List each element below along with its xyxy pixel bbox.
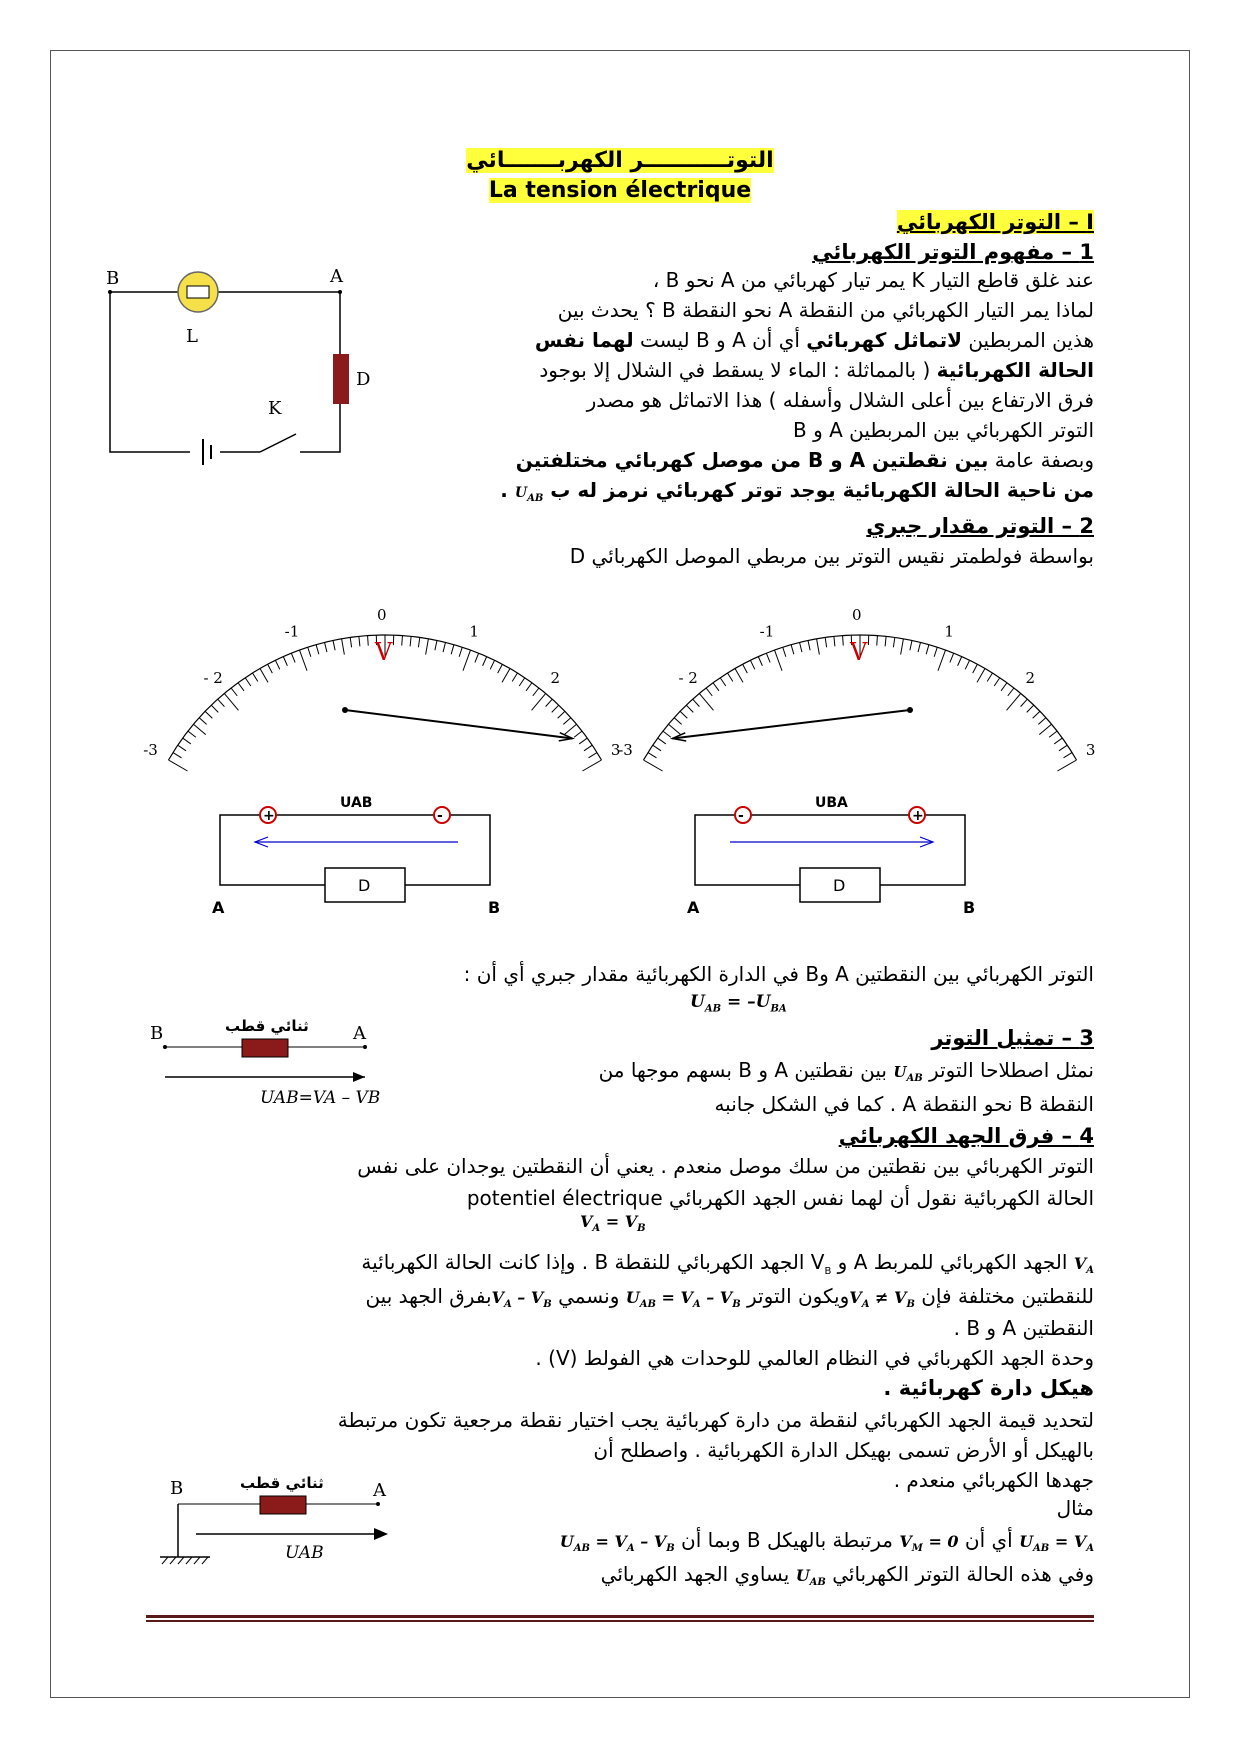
paragraph-line: لتحديد قيمة الجهد الكهربائي لنقطة من دارة كهربائية يجب اختيار نقطة مرجعية تكون مرتبطة — [337, 1408, 1094, 1432]
paragraph-line: من ناحية الحالة الكهربائية يوجد توتر كهربائي نرمز له ب $U_{AB}$ . — [500, 478, 1094, 504]
meter-tick — [463, 650, 471, 671]
meter-tick — [552, 705, 559, 712]
meter-unit-label: V — [375, 638, 393, 666]
paragraph-line: $U_{AB} = V_A$ أي أن $V_M = 0$ مرتبطة بالهيكل B وبما أن $U_{AB} = V_A - V_B$ — [559, 1528, 1094, 1555]
meter-tick — [1021, 699, 1028, 706]
tension-label: UBA — [815, 795, 848, 811]
meter-tick — [359, 636, 360, 646]
meter-tick — [1059, 745, 1067, 751]
meter-tick — [938, 650, 946, 671]
meter-tick — [758, 657, 762, 666]
paragraph-line: وحدة الجهد الكهربائي في النظام العالمي للوحدات هي الفولط (V) . — [535, 1346, 1094, 1370]
meter-tick — [653, 745, 661, 751]
meter-tick — [205, 711, 212, 718]
resistor-icon — [242, 1039, 288, 1057]
svg-text:UAB: UAB — [285, 1543, 324, 1563]
paragraph-line: لماذا يمر التيار الكهربائي من النقطة A نحو النقطة B ؟ يحدث بين — [557, 298, 1094, 322]
meter-tick-label: -3 — [618, 741, 633, 759]
meter-tick — [686, 705, 693, 712]
meter-tick — [218, 699, 225, 706]
meter-tick — [490, 660, 494, 669]
meter-tick — [877, 636, 878, 646]
meter-tick — [558, 711, 565, 718]
meter-tick — [643, 760, 662, 771]
meter-tick — [342, 639, 345, 655]
meter-tick — [973, 664, 978, 673]
meter-tick — [299, 650, 307, 671]
meter-tick-label: -1 — [284, 622, 300, 641]
resistor-icon — [260, 1496, 306, 1514]
meter-tick-label: - 2 — [678, 669, 698, 688]
subsection-3-heading: 3 – تمثيل التوتر — [931, 1026, 1094, 1050]
meter-tick — [926, 645, 929, 655]
meter-needle — [345, 710, 573, 738]
svg-text:A: A — [353, 1023, 366, 1044]
meter-tick — [658, 738, 666, 744]
meter-tick — [774, 650, 782, 671]
meter-tick — [1057, 760, 1076, 771]
meter-tick — [582, 760, 601, 771]
meter-needle-pivot — [342, 707, 348, 713]
svg-text:A: A — [373, 1480, 386, 1501]
meter-tick — [934, 647, 937, 657]
meter-tick — [680, 711, 687, 718]
label-B: B — [106, 268, 120, 289]
meter-tick — [459, 647, 462, 657]
svg-text:B: B — [150, 1023, 164, 1044]
dipole-diagram-2 — [150, 1462, 400, 1582]
meter-tick — [901, 639, 904, 655]
section-1-heading: I – التوتر الكهربائي — [896, 210, 1094, 234]
voltmeter-2 — [618, 585, 1096, 925]
meter-tick-label: 0 — [852, 606, 862, 624]
meter-tick — [283, 657, 287, 666]
meter-tick — [368, 636, 369, 646]
meter-needle — [672, 710, 910, 738]
subsection-2-heading: 2 – التوتر مقدار جبري — [866, 514, 1094, 538]
meter-tick — [1027, 705, 1034, 712]
circuit-diagram — [100, 262, 400, 462]
meter-tick — [316, 645, 319, 655]
meter-tick — [260, 668, 268, 682]
meter-tick — [817, 639, 820, 655]
meter-tick — [808, 640, 810, 650]
meter-tick — [564, 724, 576, 734]
paragraph-line: هذين المربطين لاتماثل كهربائي أي أن A و B ليست لهما نفس — [534, 328, 1094, 352]
meter-tick — [475, 653, 479, 662]
meter-tick — [825, 637, 826, 647]
meter-tick — [720, 678, 726, 686]
paragraph-line: عند غلق قاطع التيار K يمر تيار كهربائي من A نحو B ، — [652, 268, 1094, 292]
meter-tick — [268, 664, 273, 673]
terminal-sign: - — [437, 808, 443, 824]
title-arabic: التوتـــــــــــر الكهربـــــــائي — [466, 148, 774, 173]
meter-tick — [402, 636, 403, 646]
meter-tick — [193, 724, 205, 734]
meter-tick — [211, 705, 218, 712]
meter-tick — [706, 688, 712, 696]
paragraph-line: الحالة الكهربائية ( بالمماثلة : الماء لا يسقط في الشلال إلا بوجود — [539, 358, 1094, 382]
meter-tick-label: -1 — [759, 622, 775, 641]
terminal-sign: + — [263, 808, 275, 824]
meter-tick — [253, 673, 258, 681]
meter-tick-label: 1 — [944, 622, 954, 641]
meter-tick — [663, 731, 671, 737]
meter-tick — [783, 647, 786, 657]
meter-tick — [750, 660, 754, 669]
equation-uab-uba: $U_{AB} = -U_{BA}$ — [690, 992, 787, 1015]
meter-tick — [546, 699, 553, 706]
meter-tick — [1007, 693, 1021, 710]
meter-tick — [443, 642, 445, 652]
meter-tick — [589, 753, 597, 758]
meter-tick-label: -3 — [143, 741, 158, 759]
meter-tick — [843, 636, 844, 646]
voltmeter-1 — [143, 585, 621, 925]
meter-tick — [584, 745, 592, 751]
paragraph-line: $V_A$ الجهد الكهربائي للمربط A و $V_B$ الجهد الكهربائي للنقطة B . وإذا كانت الحالة الكهربائية — [361, 1250, 1094, 1277]
footer-rule — [146, 1620, 1094, 1622]
meter-tick — [325, 642, 327, 652]
meter-tick — [188, 731, 196, 737]
label-D: D — [356, 369, 371, 390]
meter-tick — [965, 660, 969, 669]
meter-tick — [699, 693, 713, 710]
meter-tick — [199, 718, 206, 725]
title-french: La tension électrique — [488, 178, 752, 203]
meter-tick — [766, 653, 770, 662]
paragraph-line: التوتر الكهربائي بين نقطتين من سلك موصل منعدم . يعني أن النقطتين يوجدان على نفس — [357, 1154, 1094, 1178]
meter-tick — [977, 668, 985, 682]
meter-tick-label: 2 — [1025, 669, 1036, 688]
meter-unit-label: V — [850, 638, 868, 666]
meter-tick — [713, 683, 719, 691]
subsection-1-heading: 1 – مفهوم التوتر الكهربائي — [812, 240, 1094, 264]
paragraph-line: التوتر الكهربائي بين النقطتين A وB في الدارة الكهربائية مقدار جبري أي أن : — [463, 962, 1094, 986]
meter-tick — [502, 668, 510, 682]
meter-tick — [333, 640, 335, 650]
meter-tick — [910, 640, 912, 650]
svg-text:UAB=VA – VB: UAB=VA – VB — [260, 1088, 381, 1108]
paragraph-line: نمثل اصطلاحا التوتر $U_{AB}$ بين نقطتين A و B بسهم موجها من — [598, 1058, 1094, 1084]
label-A: A — [330, 266, 343, 287]
meter-tick — [533, 688, 539, 696]
meter-tick — [498, 664, 503, 673]
meter-tick — [238, 683, 244, 691]
conductor-D-label: D — [833, 876, 846, 895]
meter-tick-label: 2 — [550, 669, 561, 688]
meter-tick — [224, 693, 238, 710]
meter-tick — [451, 645, 454, 655]
meter-tick — [987, 673, 992, 681]
point-B-label: B — [963, 898, 976, 917]
meter-tick — [648, 753, 656, 758]
meter-tick — [668, 724, 680, 734]
meter-tick — [1033, 711, 1040, 718]
meter-tick — [950, 653, 954, 662]
meter-tick — [1008, 688, 1014, 696]
meter-tick — [735, 668, 743, 682]
subsection-4-heading: 4 – فرق الجهد الكهربائي — [838, 1124, 1094, 1148]
meter-tick — [834, 636, 835, 646]
meter-tick — [519, 678, 525, 686]
label-L: L — [186, 326, 198, 347]
terminal-sign: - — [738, 808, 744, 824]
label-K: K — [268, 398, 282, 419]
paragraph-line: الحالة الكهربائية نقول أن لهما نفس الجهد الكهربائي potentiel électrique — [466, 1186, 1094, 1210]
meter-tick — [1064, 753, 1072, 758]
meter-tick — [563, 718, 570, 725]
meter-tick-label: 3 — [1085, 741, 1096, 759]
paragraph-line: النقطة B نحو النقطة A . كما في الشكل جانبه — [714, 1092, 1094, 1116]
meter-tick — [1054, 738, 1062, 744]
meter-tick-label: 3 — [610, 741, 621, 759]
paragraph-line: بواسطة فولطمتر نقيس التوتر بين مربطي الموصل الكهربائي D — [569, 544, 1094, 568]
paragraph-line: النقطتين A و B . — [953, 1316, 1094, 1340]
meter-tick-label: 1 — [469, 622, 479, 641]
meter-tick — [885, 636, 886, 646]
section-5-heading: هيكل دارة كهربائية . — [883, 1376, 1094, 1400]
paragraph-line: فرق الارتفاع بين أعلى الشلال وأسفله ) هذا الاتماثل هو مصدر — [586, 388, 1094, 412]
paragraph-line: مثال — [1056, 1496, 1094, 1520]
point-A-label: A — [212, 898, 225, 917]
meter-tick — [418, 637, 419, 647]
equation-va-vb: $V_A = V_B$ — [580, 1212, 646, 1235]
meter-tick — [426, 639, 429, 655]
meter-tick — [483, 657, 487, 666]
meter-tick — [791, 645, 794, 655]
svg-text:ثنائي قطب: ثنائي قطب — [225, 1017, 309, 1035]
meter-tick — [512, 673, 517, 681]
meter-tick — [918, 642, 920, 652]
tension-label: UAB — [340, 795, 373, 811]
meter-tick — [435, 640, 437, 650]
meter-tick — [994, 678, 1000, 686]
meter-tick — [275, 660, 279, 669]
meter-tick — [1038, 718, 1045, 725]
svg-text:B: B — [170, 1478, 184, 1499]
conductor-D-label: D — [358, 876, 371, 895]
meter-tick — [245, 678, 251, 686]
paragraph-line: للنقطتين مختلفة فإن $V_A$ ≠ $V_Bويكون$ التوتر $U_{AB} = V_A - V_B$ ونسمي $V_A$ – $V_Bبفرق$ الجهد بين — [365, 1284, 1094, 1311]
terminal-sign: + — [912, 808, 924, 824]
meter-tick — [231, 688, 237, 696]
meter-tick — [728, 673, 733, 681]
dipole-diagram-1 — [150, 1005, 400, 1115]
meter-tick — [168, 760, 187, 771]
meter-tick — [410, 636, 411, 646]
meter-tick — [350, 637, 351, 647]
paragraph-line: وفي هذه الحالة التوتر الكهربائي $U_{AB}$ يساوي الجهد الكهربائي — [600, 1562, 1094, 1589]
point-B-label: B — [488, 898, 501, 917]
paragraph-line: وبصفة عامة بين نقطتين A و B من موصل كهربائي مختلفتين — [515, 448, 1094, 472]
meter-tick — [532, 693, 546, 710]
meter-tick — [308, 647, 311, 657]
meter-tick — [178, 745, 186, 751]
paragraph-line: جهدها الكهربائي منعدم . — [893, 1468, 1094, 1492]
meter-tick — [1049, 731, 1057, 737]
meter-tick — [693, 699, 700, 706]
resistor-icon — [333, 354, 349, 404]
meter-tick — [1001, 683, 1007, 691]
meter-tick — [579, 738, 587, 744]
meter-tick — [958, 657, 962, 666]
meter-tick-label: - 2 — [203, 669, 223, 688]
meter-tick — [183, 738, 191, 744]
meter-needle-pivot — [907, 707, 913, 713]
svg-text:ثنائي قطب: ثنائي قطب — [240, 1474, 324, 1492]
footer-rule — [146, 1615, 1094, 1618]
meter-tick — [743, 664, 748, 673]
meter-tick — [526, 683, 532, 691]
meter-tick — [291, 653, 295, 662]
meter-tick — [674, 718, 681, 725]
point-A-label: A — [687, 898, 700, 917]
meter-tick-label: 0 — [377, 606, 387, 624]
meter-tick — [173, 753, 181, 758]
paragraph-line: بالهيكل أو الأرض تسمى بهيكل الدارة الكهربائية . واصطلح أن — [593, 1438, 1094, 1462]
meter-tick — [893, 637, 894, 647]
meter-tick — [1039, 724, 1051, 734]
meter-tick — [800, 642, 802, 652]
meter-tick — [574, 731, 582, 737]
paragraph-line: التوتر الكهربائي بين المربطين A و B — [793, 418, 1094, 442]
